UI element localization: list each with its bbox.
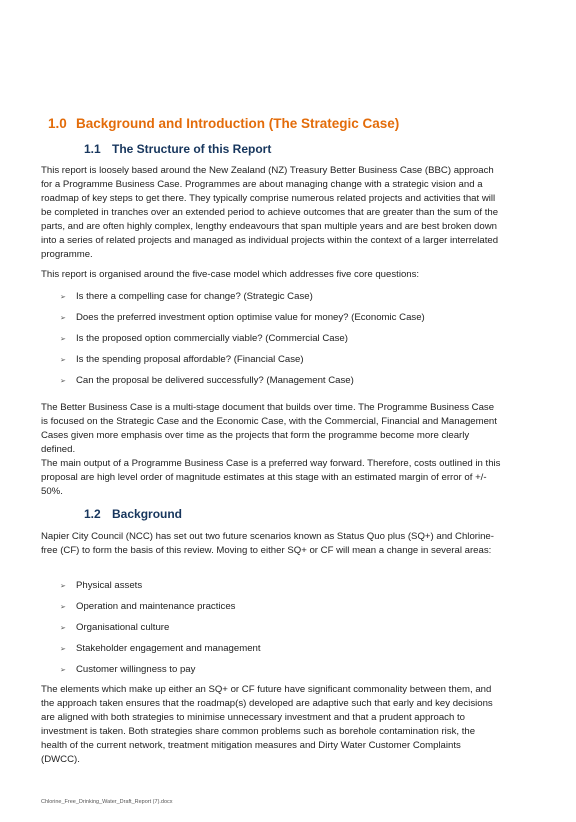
heading-background: [84, 507, 182, 521]
paragraph-bbc-approach: This report is loosely based around the New Zealand (NZ) Treasury Better Business Case (BBC) approach for a Programme Business Case. Programmes are about managing change with a strategic vision and a roadmap of key steps to get there. They typically comprise numerous related projects and activities that will be completed in tranches over an extended period to achieve outcomes that are greater than the sum of the parts, and are often highly complex, lengthy endeavours that span multiple years and are best broken down into a series of related projects and managed as individual projects within the context of a larger interrelated programme.: [41, 165, 499, 260]
list-item: [41, 579, 261, 600]
heading-title: Background and Introduction (The Strategic Case): [76, 116, 400, 131]
list-item: [41, 663, 261, 684]
arrow-bullet-icon: ➢: [60, 336, 66, 343]
arrow-bullet-icon: ➢: [60, 604, 66, 611]
heading-structure-of-report: [84, 142, 271, 156]
list-item-text: Organisational culture: [76, 622, 170, 633]
list-item-text: Operation and maintenance practices: [76, 601, 236, 612]
heading-background-introduction: [48, 116, 399, 131]
arrow-bullet-icon: ➢: [60, 667, 66, 674]
paragraph-preferred-way-forward: The main output of a Programme Business Case is a preferred way forward. Therefore, costs outlined in this proposal are high level order of magnitude estimates at this stage with an estimated margin of error of +/- 50%.: [41, 458, 501, 497]
list-item-text: Physical assets: [76, 580, 143, 591]
list-item-text: Can the proposal be delivered successfully? (Management Case): [76, 375, 354, 386]
list-item: [41, 290, 425, 311]
list-item-text: Does the preferred investment option optimise value for money? (Economic Case): [76, 312, 425, 323]
list-item: [41, 332, 425, 353]
list-item: [41, 621, 261, 642]
list-item-text: Is there a compelling case for change? (Strategic Case): [76, 291, 313, 302]
list-item-text: Customer willingness to pay: [76, 664, 196, 675]
paragraph-five-case-model: This report is organised around the five-case model which addresses five core questions:: [41, 269, 420, 280]
document-footer-filename: Chlorine_Free_Drinking_Water_Draft_Report (7).docx: [41, 799, 173, 805]
paragraph-multi-stage-document: The Better Business Case is a multi-stage document that builds over time. The Programme Business Case is focused on the Strategic Case and the Economic Case, with the Commercial, Financial and Management Cases given more emphasis over time as the projects that form the programme become more clearly defined.: [41, 402, 497, 455]
heading-number: 1.1: [84, 142, 101, 156]
paragraph-future-scenarios: Napier City Council (NCC) has set out two future scenarios known as Status Quo plus (SQ+) and Chlorine-free (CF) to form the basis of this review. Moving to either SQ+ or CF will mean a change in several areas:: [41, 531, 494, 556]
list-item: [41, 374, 425, 395]
bullet-list-core-questions: [41, 290, 425, 395]
list-item: [41, 353, 425, 374]
heading-number: 1.0: [48, 116, 67, 131]
list-item-text: Is the spending proposal affordable? (Financial Case): [76, 354, 304, 365]
arrow-bullet-icon: ➢: [60, 294, 66, 301]
list-item: [41, 600, 261, 621]
arrow-bullet-icon: ➢: [60, 625, 66, 632]
list-item-text: Stakeholder engagement and management: [76, 643, 261, 654]
list-item-text: Is the proposed option commercially viable? (Commercial Case): [76, 333, 348, 344]
paragraph-common-elements: The elements which make up either an SQ+ or CF future have significant commonality between them, and the approach taken ensures that the roadmap(s) developed are adaptive such that early and key decisions are aligned with both strategies to minimise unnecessary investment and that a prudent approach to investment is taken. Both strategies share common problems such as borehole contamination risk, the health of the current network, treatment mitigation measures and Dirty Water Customer Complaints (DWCC).: [41, 684, 493, 765]
arrow-bullet-icon: ➢: [60, 646, 66, 653]
heading-number: 1.2: [84, 507, 101, 521]
arrow-bullet-icon: ➢: [60, 315, 66, 322]
bullet-list-change-areas: [41, 579, 261, 684]
arrow-bullet-icon: ➢: [60, 357, 66, 364]
arrow-bullet-icon: ➢: [60, 378, 66, 385]
list-item: [41, 642, 261, 663]
heading-title: The Structure of this Report: [112, 142, 272, 156]
list-item: [41, 311, 425, 332]
heading-title: Background: [112, 507, 183, 521]
arrow-bullet-icon: ➢: [60, 583, 66, 590]
